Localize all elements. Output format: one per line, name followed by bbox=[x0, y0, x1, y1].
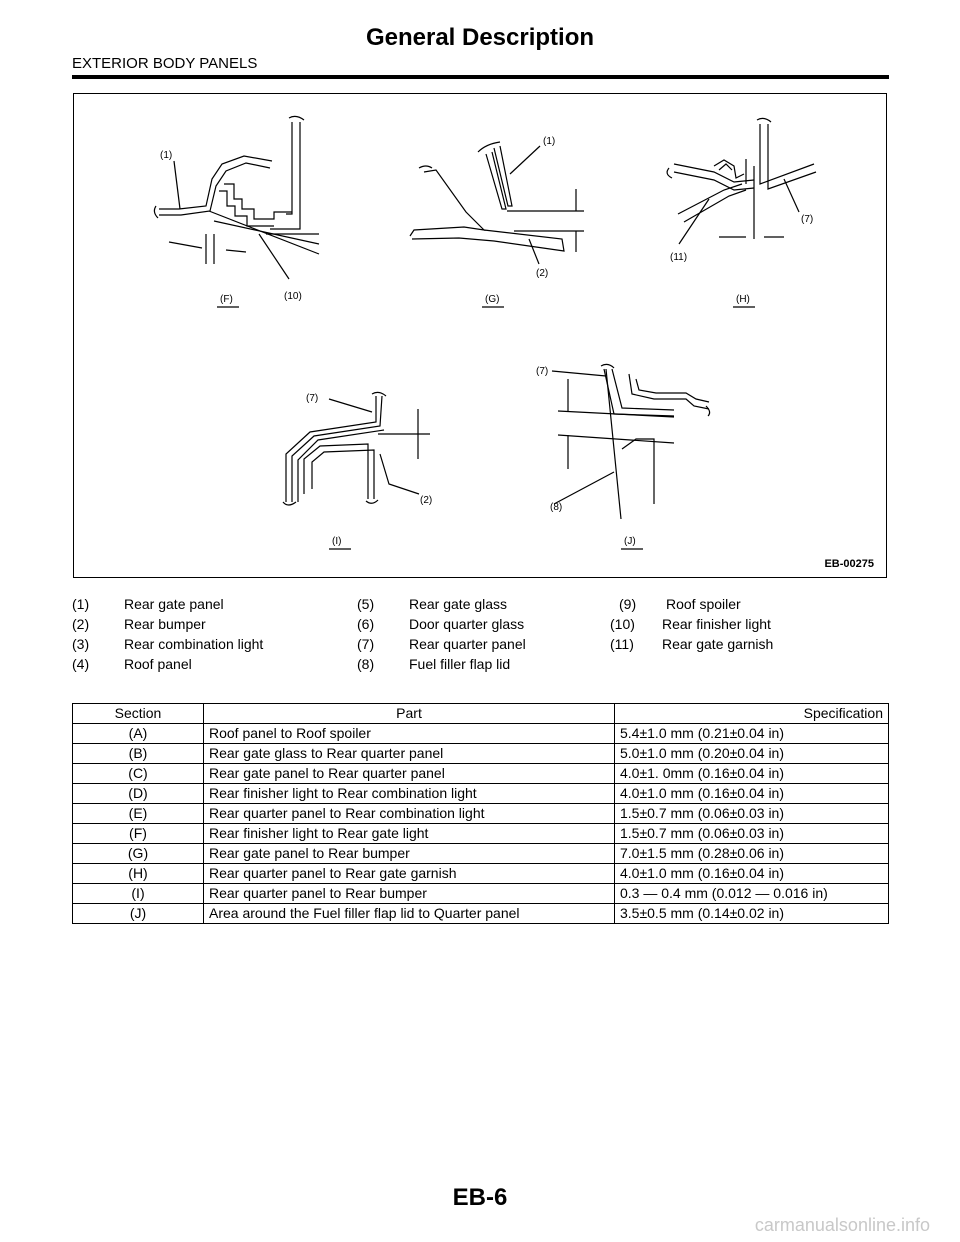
cell-part: Rear gate panel to Rear quarter panel bbox=[204, 764, 615, 784]
legend-label: Rear quarter panel bbox=[409, 636, 526, 652]
cell-section: (H) bbox=[73, 864, 204, 884]
cell-section: (B) bbox=[73, 744, 204, 764]
view-f-callout-10: (10) bbox=[284, 291, 302, 302]
cell-spec: 7.0±1.5 mm (0.28±0.06 in) bbox=[615, 844, 889, 864]
cell-part: Rear quarter panel to Rear gate garnish bbox=[204, 864, 615, 884]
cell-section: (E) bbox=[73, 804, 204, 824]
page-number: EB-6 bbox=[452, 1184, 508, 1211]
legend-label: Roof spoiler bbox=[666, 596, 741, 612]
table-row bbox=[73, 784, 889, 804]
cell-spec: 5.4±1.0 mm (0.21±0.04 in) bbox=[615, 724, 889, 744]
legend-label: Door quarter glass bbox=[409, 616, 525, 632]
specification-table bbox=[72, 703, 889, 924]
cell-part: Rear gate glass to Rear quarter panel bbox=[204, 744, 615, 764]
cross-section-drawings bbox=[74, 94, 886, 577]
table-row bbox=[73, 804, 889, 824]
legend-label: Fuel filler flap lid bbox=[409, 656, 511, 672]
legend-num: (6) bbox=[357, 616, 375, 632]
column-header-part: Part bbox=[204, 704, 615, 724]
table-row bbox=[73, 864, 889, 884]
legend-row bbox=[72, 596, 889, 616]
cell-spec: 0.3 — 0.4 mm (0.012 — 0.016 in) bbox=[615, 884, 889, 904]
legend-num: (9) bbox=[619, 596, 637, 612]
table-row bbox=[73, 884, 889, 904]
view-h-callout-7: (7) bbox=[801, 214, 814, 225]
cell-part: Area around the Fuel filler flap lid to Quarter panel bbox=[204, 904, 615, 924]
legend-num: (5) bbox=[357, 596, 375, 612]
view-j-callout-7: (7) bbox=[536, 366, 549, 377]
table-header-row bbox=[73, 704, 889, 724]
legend-label: Roof panel bbox=[124, 656, 192, 672]
view-h-label: (H) bbox=[736, 294, 750, 305]
legend bbox=[72, 596, 889, 676]
legend-num: (7) bbox=[357, 636, 375, 652]
legend-num: (10) bbox=[610, 616, 635, 632]
view-j-label: (J) bbox=[624, 536, 636, 547]
cell-part: Rear finisher light to Rear gate light bbox=[204, 824, 615, 844]
watermark: carmanualsonline.info bbox=[754, 1215, 930, 1235]
view-i-callout-7: (7) bbox=[306, 393, 319, 404]
table-row bbox=[73, 744, 889, 764]
cell-section: (F) bbox=[73, 824, 204, 844]
legend-row bbox=[72, 656, 889, 676]
cell-spec: 1.5±0.7 mm (0.06±0.03 in) bbox=[615, 824, 889, 844]
view-i-callout-2: (2) bbox=[420, 495, 433, 506]
cell-spec: 4.0±1. 0mm (0.16±0.04 in) bbox=[615, 764, 889, 784]
legend-label: Rear gate glass bbox=[409, 596, 508, 612]
cell-part: Roof panel to Roof spoiler bbox=[204, 724, 615, 744]
legend-label: Rear finisher light bbox=[662, 616, 771, 632]
view-h-callout-11: (11) bbox=[670, 252, 688, 263]
header-rule bbox=[72, 75, 889, 79]
table-row bbox=[73, 724, 889, 744]
cell-section: (I) bbox=[73, 884, 204, 904]
cell-part: Rear finisher light to Rear combination light bbox=[204, 784, 615, 804]
column-header-specification: Specification bbox=[615, 704, 889, 724]
table-row bbox=[73, 844, 889, 864]
legend-num: (3) bbox=[72, 636, 90, 652]
cell-spec: 5.0±1.0 mm (0.20±0.04 in) bbox=[615, 744, 889, 764]
legend-label: Rear gate garnish bbox=[662, 636, 774, 652]
cell-section: (D) bbox=[73, 784, 204, 804]
view-j-callout-8: (8) bbox=[550, 502, 563, 513]
legend-label: Rear gate panel bbox=[124, 596, 224, 612]
cell-spec: 4.0±1.0 mm (0.16±0.04 in) bbox=[615, 784, 889, 804]
view-f-drawing bbox=[154, 116, 319, 279]
cell-part: Rear quarter panel to Rear combination light bbox=[204, 804, 615, 824]
view-g-callout-2: (2) bbox=[536, 268, 549, 279]
cross-section-figure bbox=[73, 93, 887, 578]
view-g-label: (G) bbox=[485, 294, 500, 305]
cell-part: Rear gate panel to Rear bumper bbox=[204, 844, 615, 864]
cell-section: (J) bbox=[73, 904, 204, 924]
view-h-drawing bbox=[667, 118, 816, 244]
cell-section: (G) bbox=[73, 844, 204, 864]
legend-label: Rear bumper bbox=[124, 616, 206, 632]
section-heading: EXTERIOR BODY PANELS bbox=[72, 55, 258, 72]
cell-section: (C) bbox=[73, 764, 204, 784]
cell-part: Rear quarter panel to Rear bumper bbox=[204, 884, 615, 904]
legend-num: (4) bbox=[72, 656, 90, 672]
cell-section: (A) bbox=[73, 724, 204, 744]
legend-row bbox=[72, 616, 889, 636]
cell-spec: 1.5±0.7 mm (0.06±0.03 in) bbox=[615, 804, 889, 824]
view-j-drawing bbox=[552, 364, 710, 519]
page-title: General Description bbox=[365, 24, 595, 51]
legend-num: (11) bbox=[610, 636, 634, 652]
figure-id: EB-00275 bbox=[824, 558, 874, 570]
cell-spec: 3.5±0.5 mm (0.14±0.02 in) bbox=[615, 904, 889, 924]
table-row bbox=[73, 904, 889, 924]
view-f-callout-1: (1) bbox=[160, 150, 173, 161]
legend-num: (1) bbox=[72, 596, 90, 612]
view-i-label: (I) bbox=[332, 536, 342, 547]
legend-num: (8) bbox=[357, 656, 375, 672]
view-g-callout-1: (1) bbox=[543, 136, 556, 147]
table-row bbox=[73, 764, 889, 784]
view-g-drawing bbox=[410, 142, 584, 264]
legend-num: (2) bbox=[72, 616, 90, 632]
view-f-label: (F) bbox=[220, 294, 233, 305]
column-header-section: Section bbox=[73, 704, 204, 724]
table-row bbox=[73, 824, 889, 844]
view-i-drawing bbox=[283, 392, 433, 506]
legend-row bbox=[72, 636, 889, 656]
legend-label: Rear combination light bbox=[124, 636, 264, 652]
cell-spec: 4.0±1.0 mm (0.16±0.04 in) bbox=[615, 864, 889, 884]
